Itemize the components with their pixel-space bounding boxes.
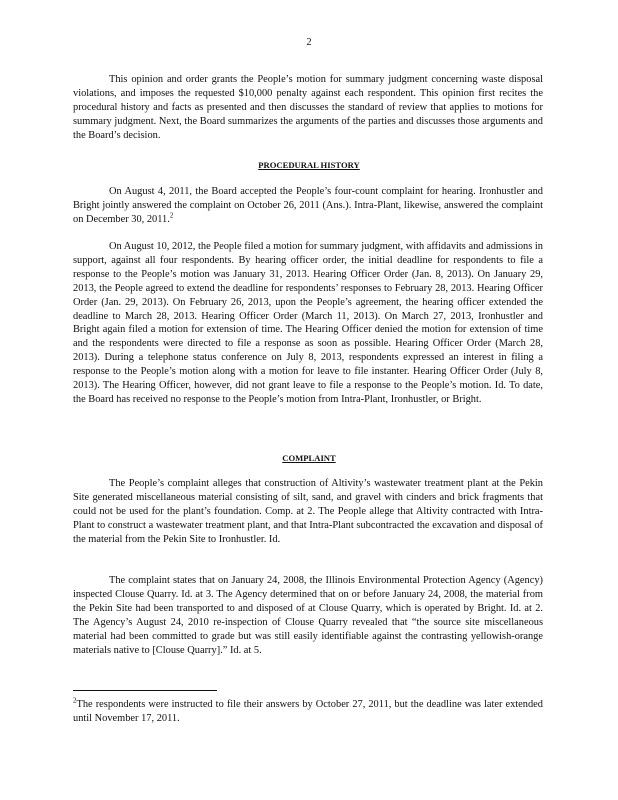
page-number: 2 [306,37,312,48]
procedural-text-2: On August 10, 2012, the People filed a motion for summary judgment, with affidavits and admissions in support, against all four respondents. By hearing officer order, the initial deadline for respondents to file a response to the People’s motion was January 31, 2013. Hearing Officer Order (Jan. 8, 2013). On January 29, 2013, the People agreed to extend the deadline for respondents’ responses to February 28, 2013. Hearing Officer Order (Jan. 29, 2013). On February 26, 2013, upon the People’s agreement, the hearing officer extended the deadline to March 28, 2013. Hearing Officer Order (March 11, 2013). On March 27, 2013, Ironhustler and Bright again filed a motion for extension of time. The Hearing Officer denied the motion for extension of time and the respondents were directed to file a response as soon as possible. Hearing Officer Order (March 28, 2013). During a telephone status conference on July 8, 2013, respondents expressed an interest in filing a response to the People’s motion along with a motion for leave to file instanter. Hearing Officer Order (July 8, 2013). The Hearing Officer, however, did not grant leave to file a response to the People’s motion. Id. To date, the Board has received no response to the People’s motion from Intra-Plant, Ironhustler, or Bright. [73,241,543,405]
complaint-paragraph-2 [73,574,543,657]
complaint-heading: COMPLAINT [282,453,336,463]
intro-paragraph [73,73,543,143]
footnote-marker: 2 [73,696,77,705]
complaint-text-2: The complaint states that on January 24, 2008, the Illinois Environmental Protection Agency (Agency) inspected Clouse Quarry. Id. at 3. The Agency determined that on or before January 24, 2008, the material from the Pekin Site had been transported to and disposed of at Clouse Quarry, which is operated by Bright. Id. at 2. The Agency’s August 24, 2010 re-inspection of Clouse Quarry revealed that “the source site miscellaneous material had been committed to grade but was still easily identifiable against the contrasting yellowish-orange materials native to [Clouse Quarry].” Id. at 5. [73,575,543,656]
footnote-reference: 2 [169,211,174,220]
footnote [73,698,543,726]
procedural-history-heading: PROCEDURAL HISTORY [258,160,360,170]
footnote-divider [73,690,217,691]
procedural-paragraph-2 [73,240,543,407]
procedural-text-1: On August 4, 2011, the Board accepted the People’s four-count complaint for hearing. Ironhustler and Bright jointly answered the complaint on October 26, 2011 (Ans.). Intra-Plant, likewise, answered the complaint on December 30, 2011. [73,186,543,225]
footnote-text: The respondents were instructed to file their answers by October 27, 2011, but the deadline was later extended until November 17, 2011. [73,699,543,724]
procedural-paragraph-1 [73,185,543,227]
complaint-text-1: The People’s complaint alleges that construction of Altivity’s wastewater treatment plant at the Pekin Site generated miscellaneous material consisting of silt, sand, and gravel with cinders and brick fragments that could not be used for the plant’s foundation. Comp. at 2. The People allege that Altivity contracted with Intra-Plant to construct a wastewater treatment plant, and that Intra-Plant subcontracted the excavation and disposal of the material from the Pekin Site to Ironhustler. Id. [73,478,543,545]
complaint-paragraph-1 [73,477,543,547]
intro-text: This opinion and order grants the People’s motion for summary judgment concerning waste disposal violations, and imposes the requested $10,000 penalty against each respondent. This opinion first recites the procedural history and facts as presented and then discusses the standard of review that applies to motions for summary judgment. Next, the Board summarizes the arguments of the parties and discusses those arguments and the Board’s decision. [73,74,543,141]
